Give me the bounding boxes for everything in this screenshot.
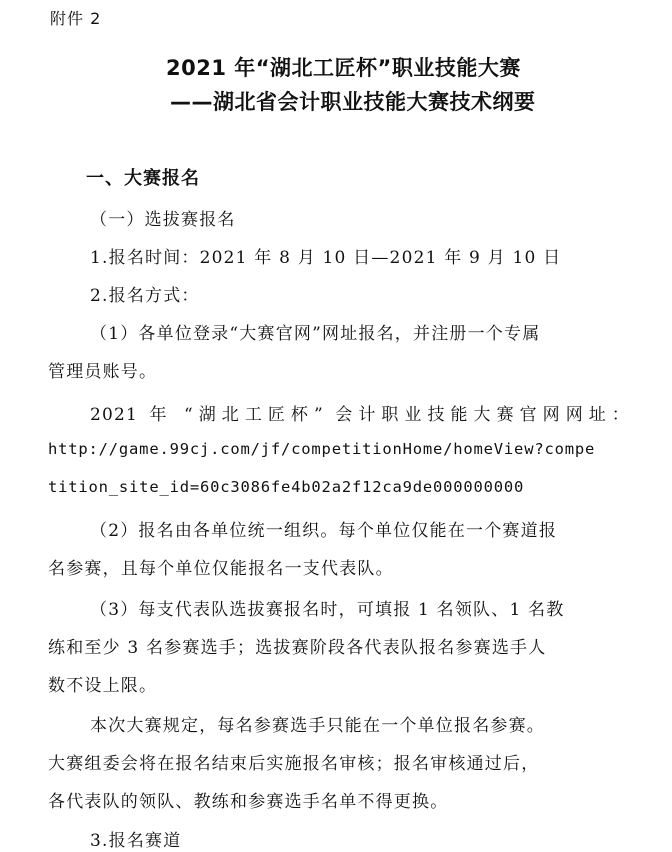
paragraph-4-line-1: 本次大赛规定，每名参赛选手只能在一个单位报名参赛。: [90, 716, 545, 736]
paragraph-2-line-2: 名参赛，且每个单位仅能报名一支代表队。: [48, 559, 394, 579]
paragraph-2-line-1: （2）报名由各单位统一组织。每个单位仅能在一个赛道报: [90, 521, 558, 541]
registration-method-heading: 2.报名方式：: [90, 286, 200, 306]
paragraph-1-line-2: 管理员账号。: [48, 362, 158, 382]
website-url-line-2: tition_site_id=60c3086fe4b02a2f12ca9de000000000: [48, 478, 525, 496]
paragraph-4-line-3: 各代表队的领队、教练和参赛选手名单不得更换。: [48, 792, 449, 812]
paragraph-3-line-2: 练和至少 3 名参赛选手；选拔赛阶段各代表队报名参赛选手人: [48, 638, 547, 658]
subsection-heading: （一）选拔赛报名: [90, 210, 236, 230]
website-url-line-1: http://game.99cj.com/jf/competitionHome/homeView?compe: [48, 440, 596, 458]
document-title-line-1: 2021 年“湖北工匠杯”职业技能大赛: [166, 56, 521, 80]
registration-track-heading: 3.报名赛道: [90, 831, 182, 851]
website-label: 2021 年 “湖北工匠杯” 会计职业技能大赛官网网址：: [90, 405, 630, 425]
document-title-line-2: ——湖北省会计职业技能大赛技术纲要: [170, 90, 536, 114]
paragraph-3-line-3: 数不设上限。: [48, 676, 158, 696]
registration-time: 1.报名时间：2021 年 8 月 10 日—2021 年 9 月 10 日: [90, 248, 562, 268]
paragraph-1-line-1: （1）各单位登录“大赛官网”网址报名，并注册一个专属: [90, 324, 541, 344]
paragraph-4-line-2: 大赛组委会将在报名结束后实施报名审核；报名审核通过后，: [48, 754, 540, 774]
section-heading: 一、大赛报名: [86, 168, 200, 189]
attachment-label: 附件 2: [50, 9, 102, 28]
paragraph-3-line-1: （3）每支代表队选拔赛报名时，可填报 1 名领队、1 名教: [90, 600, 565, 620]
